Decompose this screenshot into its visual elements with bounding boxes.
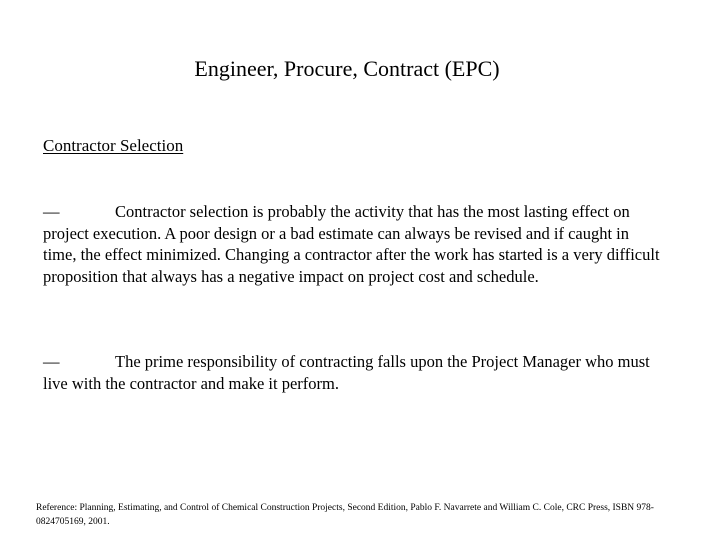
bullet-text: The prime responsibility of contracting falls upon the Project Manager who must live with the contractor and make it perform. [43, 352, 650, 393]
slide-title: Engineer, Procure, Contract (EPC) [194, 56, 500, 81]
dash-marker: — [43, 352, 60, 371]
section-heading: Contractor Selection [43, 136, 184, 155]
bullet-text: Contractor selection is probably the activity that has the most lasting effect on project execution. A poor design or a bad estimate can always be revised and if caught in time, the effect minimized. Changing a contractor after the work has started is a very difficult proposition that always has a negative impact on project cost and schedule. [43, 202, 660, 286]
bullet-item [43, 351, 663, 394]
reference-footnote: Reference: Planning, Estimating, and Control of Chemical Construction Projects, Second Edition, Pablo F. Navarrete and William C. Cole, CRC Press, ISBN 978-0824705169, 2001. [36, 503, 654, 527]
dash-marker: — [43, 202, 60, 221]
bullet-item [43, 201, 663, 287]
